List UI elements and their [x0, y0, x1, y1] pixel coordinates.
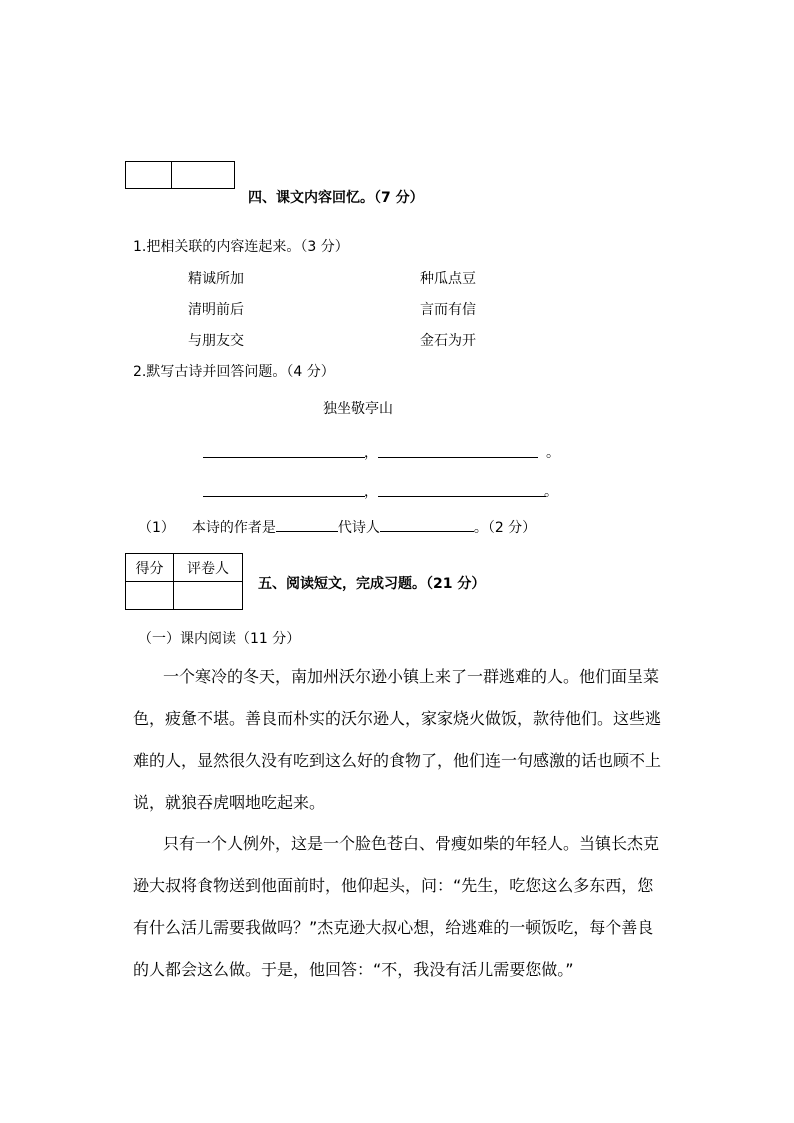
score-cell: [126, 162, 172, 189]
passage-line: 难的人，显然很久没有吃到这么好的食物了，他们连一句感激的话也顾不上: [133, 751, 662, 770]
poem-title: 独坐敬亭山: [323, 401, 393, 417]
sub-question-text: 代诗人: [337, 520, 380, 536]
sub-question-text: 本诗的作者是: [191, 520, 276, 536]
match-right-item[interactable]: 言而有信: [420, 302, 476, 318]
poem-comma: ，: [364, 445, 378, 461]
part1-title: （一）课内阅读（11 分）: [138, 631, 301, 647]
section4-score-table: [125, 161, 235, 189]
match-right-item[interactable]: 种瓜点豆: [420, 271, 476, 287]
poem-comma: ，: [364, 484, 378, 500]
q1-prompt: 1.把相关联的内容连起来。（3 分）: [133, 239, 349, 255]
score-header: 得分: [126, 554, 174, 582]
poem-blank-line[interactable]: [203, 457, 365, 458]
match-right-item[interactable]: 金石为开: [420, 333, 476, 349]
score-cell: [126, 582, 174, 610]
grader-header: 评卷人: [174, 554, 243, 582]
poem-blank-line[interactable]: [378, 457, 538, 458]
match-left-item[interactable]: 与朋友交: [188, 333, 244, 349]
passage-line: 逊大叔将食物送到他面前时，他仰起头，问：“先生，吃您这么多东西，您: [133, 876, 654, 895]
grader-cell: [172, 162, 235, 189]
passage-line: 只有一个人例外，这是一个脸色苍白、骨瘦如柴的年轻人。当镇长杰克: [163, 834, 660, 853]
sub-question-points: 。（2 分）: [473, 520, 537, 536]
poem-period: 。: [546, 445, 560, 461]
sub-question-number: （1）: [138, 520, 175, 536]
passage-line: 色，疲惫不堪。善良而朴实的沃尔逊人，家家烧火做饭，款待他们。这些逃: [133, 709, 662, 728]
sub-question-1: [138, 517, 536, 537]
section5-score-table: [125, 553, 243, 610]
q2-prompt: 2.默写古诗并回答问题。（4 分）: [133, 364, 335, 380]
poem-blank-line[interactable]: [378, 496, 546, 497]
poem-period: 。: [544, 484, 558, 500]
section5-title: 五、阅读短文，完成习题。（21 分）: [258, 576, 486, 592]
match-left-item[interactable]: 清明前后: [188, 302, 244, 318]
dynasty-blank[interactable]: [276, 517, 338, 532]
grader-cell: [174, 582, 243, 610]
poet-blank[interactable]: [380, 517, 474, 532]
section4-title: 四、课文内容回忆。（7 分）: [248, 190, 424, 206]
poem-blank-line[interactable]: [203, 496, 365, 497]
passage-line: 的人都会这么做。于是，他回答：“不，我没有活儿需要您做。”: [133, 960, 574, 979]
match-left-item[interactable]: 精诚所加: [188, 271, 244, 287]
passage-line: 有什么活儿需要我做吗？”杰克逊大叔心想，给逃难的一顿饭吃，每个善良: [133, 918, 654, 937]
passage-line: 一个寒冷的冬天，南加州沃尔逊小镇上来了一群逃难的人。他们面呈菜: [163, 667, 660, 686]
passage-line: 说，就狼吞虎咽地吃起来。: [133, 793, 326, 812]
